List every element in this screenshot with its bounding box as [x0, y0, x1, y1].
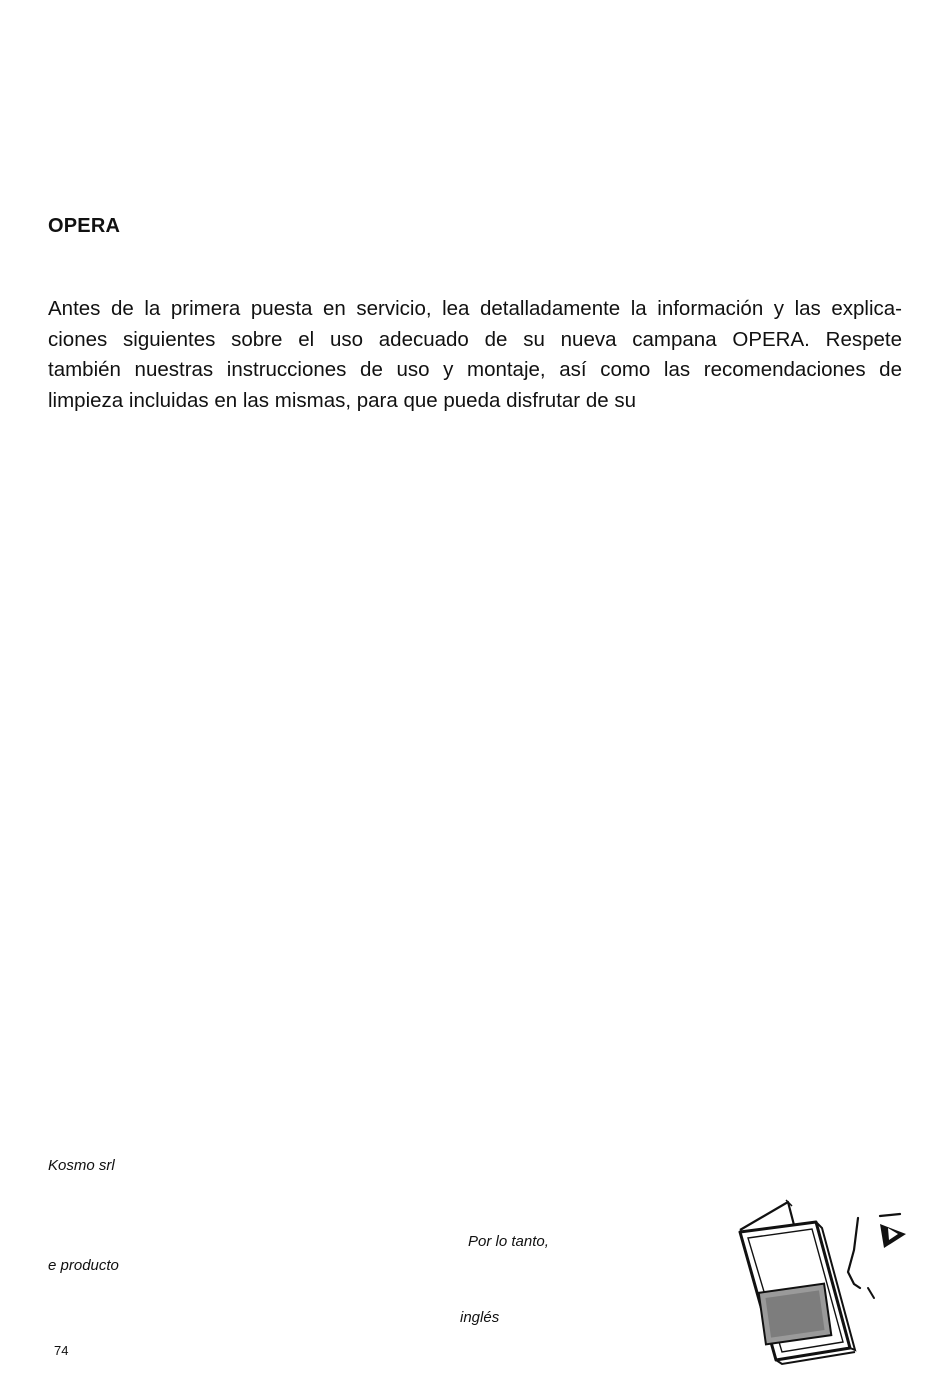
text-fragment-ingles: inglés: [460, 1309, 500, 1326]
intro-line-3: también nuestras instrucciones de uso y montaje, así como las recomendaciones de: [48, 358, 902, 381]
text-fragment-producto: e producto: [48, 1257, 119, 1274]
manual-reading-icon: [728, 1188, 918, 1368]
text-fragment-por-lo-tanto: Por lo tanto,: [468, 1233, 549, 1250]
intro-line-4: limpieza incluidas en las mismas, para que pueda disfrutar de su: [48, 388, 636, 412]
intro-line-1: Antes de la primera puesta en servicio, lea detalladamente la información y las explica-: [48, 297, 902, 320]
page-number: 74: [54, 1343, 69, 1358]
intro-paragraph: [48, 294, 902, 416]
company-name: Kosmo srl: [48, 1157, 115, 1174]
document-title: OPERA: [48, 215, 121, 237]
intro-line-2: ciones siguientes sobre el uso adecuado de su nueva campana OPERA. Respete: [48, 327, 902, 351]
